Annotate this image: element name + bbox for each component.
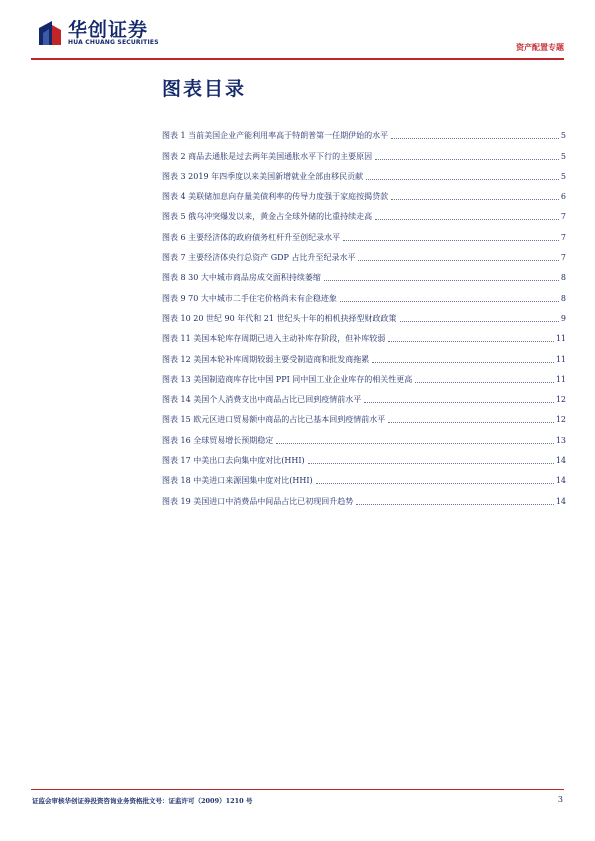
toc-item-page[interactable]: 11 <box>555 334 566 344</box>
toc-item-label[interactable]: 图表 3 2019 年四季度以来美国新增就业全部由移民贡献 <box>162 171 364 181</box>
toc-dot-leader <box>388 422 554 423</box>
toc-dot-leader <box>358 260 558 261</box>
toc-item[interactable] <box>162 304 566 324</box>
toc-dot-leader <box>316 483 554 484</box>
toc-item-page[interactable]: 11 <box>555 354 566 364</box>
toc-dot-leader <box>388 341 554 342</box>
toc-item-label[interactable]: 图表 1 当前美国企业产能利用率高于特朗普第一任期伊始的水平 <box>162 131 389 141</box>
toc-item-page[interactable]: 14 <box>555 456 566 466</box>
toc-dot-leader <box>415 382 554 383</box>
toc-item[interactable] <box>162 446 566 466</box>
toc-item-page[interactable]: 7 <box>560 232 566 242</box>
toc-item-page[interactable]: 12 <box>555 415 566 425</box>
toc-item-page[interactable]: 5 <box>560 171 566 181</box>
toc-item-label[interactable]: 图表 12 美国本轮补库周期较弱主要受制造商和批发商拖累 <box>162 354 370 364</box>
report-type-label: 资产配置专题 <box>516 42 564 52</box>
toc-dot-leader <box>276 443 554 444</box>
toc-item-page[interactable]: 11 <box>555 374 566 384</box>
toc-item-page[interactable]: 6 <box>560 192 566 202</box>
toc-item-label[interactable]: 图表 4 美联储加息向存量美债利率的传导力度强于家庭按揭贷款 <box>162 192 389 202</box>
huachuang-logo-icon <box>37 19 63 45</box>
toc-item-label[interactable]: 图表 17 中美出口去向集中度对比(HHI) <box>162 456 305 466</box>
toc-item-page[interactable]: 14 <box>555 476 566 486</box>
toc-dot-leader <box>364 402 554 403</box>
toc-item-label[interactable]: 图表 16 全球贸易增长预期稳定 <box>162 435 274 445</box>
toc-item-label[interactable]: 图表 7 主要经济体央行总资产 GDP 占比升至纪录水平 <box>162 253 356 263</box>
toc-item-label[interactable]: 图表 2 商品去通胀是过去两年美国通胀水平下行的主要原因 <box>162 151 373 161</box>
toc-dot-leader <box>324 280 559 281</box>
toc-item-label[interactable]: 图表 6 主要经济体的政府债务杠杆升至创纪录水平 <box>162 232 341 242</box>
toc-dot-leader <box>372 362 554 363</box>
toc-dot-leader <box>343 240 559 241</box>
toc-item[interactable] <box>162 162 566 182</box>
toc-item-page[interactable]: 7 <box>560 253 566 263</box>
footer-disclaimer: 证监会审核华创证券投资咨询业务资格批文号：证监许可（2009）1210 号 <box>32 797 253 805</box>
toc-item[interactable] <box>162 486 566 506</box>
toc-item[interactable] <box>162 385 566 405</box>
toc-dot-leader <box>391 138 559 139</box>
toc-dot-leader <box>391 199 559 200</box>
toc-item-label[interactable]: 图表 13 美国制造商库存比中国 PPI 同中国工业企业库存的相关性更高 <box>162 374 413 384</box>
toc-item[interactable] <box>162 466 566 486</box>
toc-item-label[interactable]: 图表 15 欧元区进口贸易额中商品的占比已基本回到疫情前水平 <box>162 415 386 425</box>
toc-dot-leader <box>400 321 559 322</box>
toc-item[interactable] <box>162 243 566 263</box>
toc-item-label[interactable]: 图表 8 30 大中城市商品房成交面积持续萎缩 <box>162 273 321 283</box>
header-divider <box>31 58 564 60</box>
footer-divider <box>31 789 564 790</box>
toc-item-label[interactable]: 图表 10 20 世纪 90 年代和 21 世纪头十年的相机抉择型财政政策 <box>162 313 397 323</box>
toc-dot-leader <box>340 301 559 302</box>
toc-item-page[interactable]: 14 <box>555 496 566 506</box>
toc-item-label[interactable]: 图表 11 美国本轮库存周期已进入主动补库存阶段，但补库较弱 <box>162 334 386 344</box>
toc-item[interactable] <box>162 405 566 425</box>
toc-item[interactable] <box>162 365 566 385</box>
toc-title: 图表目录 <box>162 78 247 100</box>
toc-item[interactable] <box>162 344 566 364</box>
toc-item[interactable] <box>162 425 566 445</box>
logo-wordmark-en: HUA CHUANG SECURITIES <box>68 39 159 46</box>
toc-item[interactable] <box>162 202 566 222</box>
logo-wordmark-cn: 华创证券 <box>68 19 149 41</box>
toc-list <box>162 121 566 507</box>
toc-item-label[interactable]: 图表 14 美国个人消费支出中商品占比已回到疫情前水平 <box>162 395 362 405</box>
toc-item-label[interactable]: 图表 5 俄乌冲突爆发以来，黄金占全球外储的比重持续走高 <box>162 212 373 222</box>
toc-dot-leader <box>308 463 554 464</box>
toc-dot-leader <box>375 219 559 220</box>
toc-item-page[interactable]: 12 <box>555 395 566 405</box>
toc-item-label[interactable]: 图表 19 美国进口中消费品中间品占比已初现回升趋势 <box>162 496 354 506</box>
page-header <box>0 0 595 62</box>
toc-dot-leader <box>356 504 554 505</box>
toc-item[interactable] <box>162 222 566 242</box>
toc-item[interactable] <box>162 324 566 344</box>
toc-item-page[interactable]: 5 <box>560 131 566 141</box>
toc-dot-leader <box>366 179 559 180</box>
toc-item[interactable] <box>162 121 566 141</box>
toc-item-page[interactable]: 9 <box>560 313 566 323</box>
toc-item-page[interactable]: 13 <box>555 435 566 445</box>
toc-dot-leader <box>375 159 559 160</box>
toc-item-page[interactable]: 8 <box>560 293 566 303</box>
toc-item-label[interactable]: 图表 18 中美进口来源国集中度对比(HHI) <box>162 476 313 486</box>
page-number: 3 <box>557 795 563 804</box>
toc-item[interactable] <box>162 283 566 303</box>
toc-item[interactable] <box>162 141 566 161</box>
toc-item-page[interactable]: 8 <box>560 273 566 283</box>
toc-item-page[interactable]: 7 <box>560 212 566 222</box>
toc-item[interactable] <box>162 182 566 202</box>
toc-item-page[interactable]: 5 <box>560 151 566 161</box>
toc-item-label[interactable]: 图表 9 70 大中城市二手住宅价格尚未有企稳迹象 <box>162 293 337 303</box>
toc-item[interactable] <box>162 263 566 283</box>
